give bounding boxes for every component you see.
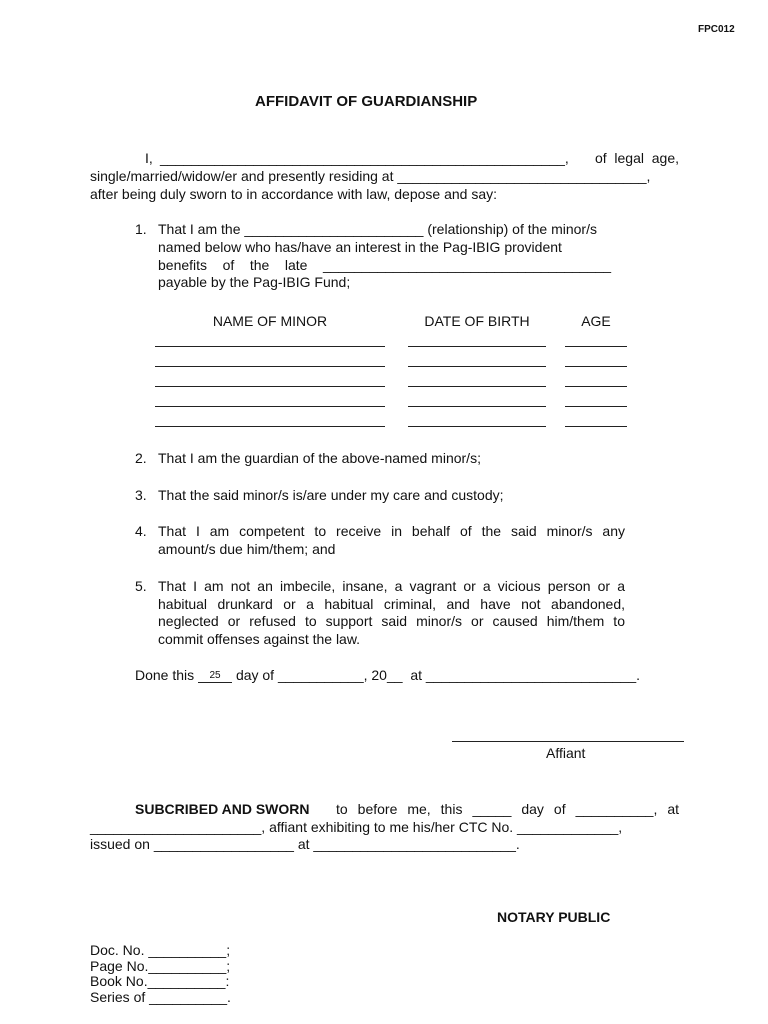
minor-name-line[interactable] [155, 346, 385, 347]
item-line: neglected or refused to support said minor/s or caused him/them to [158, 613, 625, 629]
minor-age-line[interactable] [565, 386, 627, 387]
intro-line3: after being duly sworn to in accordance with law, depose and say: [90, 186, 498, 202]
col-header-dob: DATE OF BIRTH [424, 313, 530, 329]
minor-dob-line[interactable] [408, 406, 546, 407]
col-header-name: NAME OF MINOR [212, 313, 328, 329]
intro-line2: single/married/widow/er and presently residing at ________________________________, [90, 168, 651, 184]
minor-name-line[interactable] [155, 386, 385, 387]
subscribed-line2: ______________________, affiant exhibiting to me his/her CTC No. _____________, [90, 819, 623, 835]
affiant-label: Affiant [546, 745, 586, 761]
document-title: AFFIDAVIT OF GUARDIANSHIP [255, 93, 478, 110]
minor-dob-line[interactable] [408, 426, 546, 427]
item-line: That I am the guardian of the above-named minor/s; [158, 450, 481, 466]
item-1-line4: payable by the Pag-IBIG Fund; [158, 274, 351, 290]
page-no[interactable]: Page No.__________; [90, 958, 231, 974]
minor-name-line[interactable] [155, 406, 385, 407]
subscribed-line3: issued on __________________ at __________________________. [90, 836, 520, 852]
minor-name-line[interactable] [155, 426, 385, 427]
item-number: 3. [135, 487, 147, 503]
affiant-signature-line[interactable] [452, 741, 684, 742]
item-line: That I am competent to receive in behalf of the said minor/s any [158, 523, 625, 539]
item-number: 5. [135, 578, 147, 594]
done-day-value[interactable]: 25 [198, 670, 232, 683]
book-no[interactable]: Book No.__________: [90, 973, 230, 989]
done-prefix: Done this [135, 667, 195, 683]
item-line: That the said minor/s is/are under my care and custody; [158, 487, 504, 503]
minor-age-line[interactable] [565, 346, 627, 347]
subscribed-line1-rest: to before me, this _____ day of __________, at [336, 801, 679, 817]
minor-age-line[interactable] [565, 406, 627, 407]
subscribed-bold: SUBCRIBED AND SWORN [135, 801, 310, 817]
minor-dob-line[interactable] [408, 386, 546, 387]
intro-line1-right: of legal age, [594, 150, 679, 166]
doc-no[interactable]: Doc. No. __________; [90, 942, 231, 958]
item-1-line3: benefits of the late _____________________________________ [158, 257, 612, 273]
done-line [135, 667, 640, 684]
item-line: commit offenses against the law. [158, 630, 361, 647]
item-line: amount/s due him/them; and [158, 540, 336, 557]
minor-dob-line[interactable] [408, 346, 546, 347]
item-1-line1: That I am the _______________________ (relationship) of the minor/s [158, 221, 597, 237]
minor-dob-line[interactable] [408, 366, 546, 367]
minor-name-line[interactable] [155, 366, 385, 367]
item-1-line2: named below who has/have an interest in the Pag-IBIG provident [158, 239, 562, 255]
done-rest: day of ___________, 20__ at ___________________________. [235, 667, 640, 683]
item-number: 2. [135, 450, 147, 466]
intro-name-blank[interactable]: ____________________________________________________, [160, 150, 569, 166]
series-of[interactable]: Series of __________. [90, 989, 231, 1005]
item-1-number: 1. [135, 221, 147, 237]
minor-age-line[interactable] [565, 366, 627, 367]
form-code: FPC012 [698, 24, 735, 35]
item-line: habitual drunkard or a habitual criminal, and have not abandoned, [158, 595, 625, 612]
intro-line1-left: I, [145, 150, 153, 166]
col-header-age: AGE [581, 313, 611, 329]
item-line: That I am not an imbecile, insane, a vagrant or a vicious person or a [158, 578, 625, 594]
notary-public-label: NOTARY PUBLIC [497, 909, 611, 925]
minor-age-line[interactable] [565, 426, 627, 427]
item-number: 4. [135, 523, 147, 539]
